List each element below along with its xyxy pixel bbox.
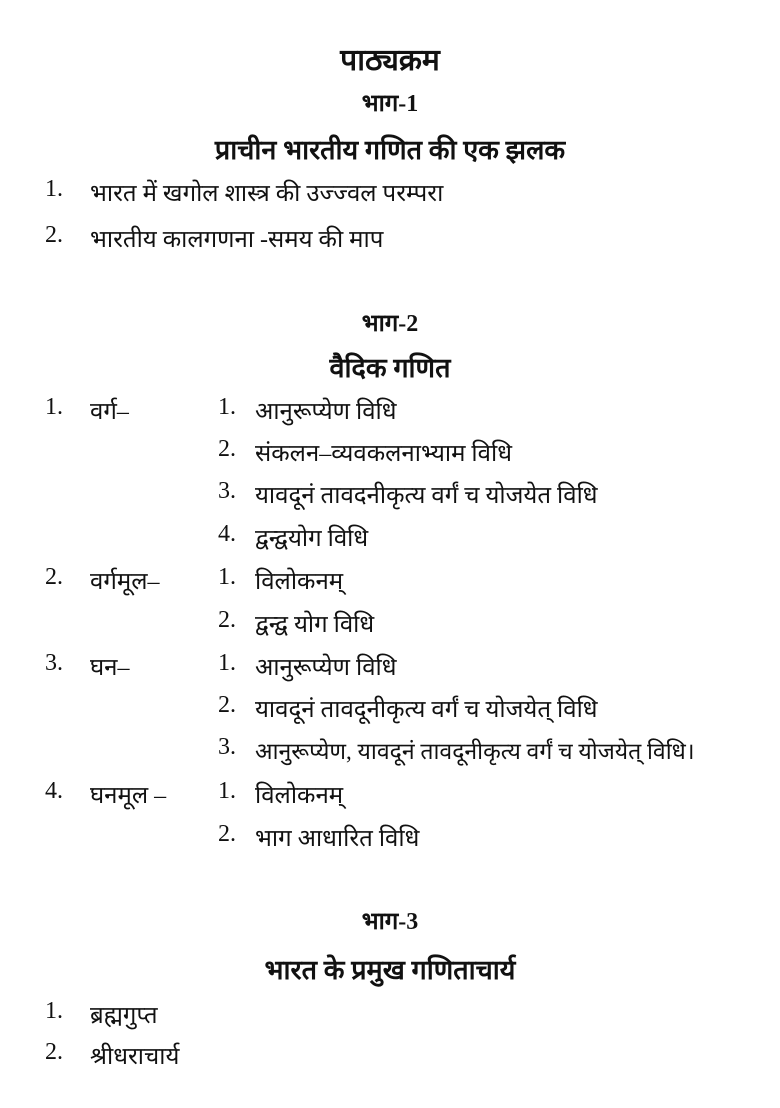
page-title: पाठ्यक्रम [340, 44, 440, 77]
item-number: 2. [45, 222, 63, 248]
sub-item: विलोकनम् [255, 569, 344, 595]
topic-number: 4. [45, 778, 63, 804]
list-item: भारत में खगोल शास्त्र की उज्ज्वल परम्परा [90, 181, 444, 207]
sub-number: 3. [218, 478, 236, 504]
part-label: भाग-1 [361, 91, 419, 117]
part-label: भाग-3 [361, 909, 419, 935]
list-item: ब्रह्मगुप्त [90, 1003, 158, 1029]
sub-item: यावदूनं तावदनीकृत्य वर्गं च योजयेत विधि [255, 483, 598, 509]
sub-number: 2. [218, 692, 236, 718]
part-heading: भारत के प्रमुख गणिताचार्य [264, 955, 516, 985]
list-item: श्रीधराचार्य [90, 1044, 180, 1070]
topic-label: वर्ग– [90, 399, 129, 425]
sub-number: 4. [218, 521, 236, 547]
sub-item: आनुरूप्येण, यावदूनं तावदूनीकृत्य वर्गं च योजयेत् विधि। [255, 739, 695, 764]
topic-label: घनमूल – [90, 783, 167, 809]
sub-number: 2. [218, 436, 236, 462]
sub-number: 1. [218, 650, 236, 676]
item-number: 1. [45, 176, 63, 202]
sub-item: आनुरूप्येण विधि [255, 399, 397, 425]
sub-number: 2. [218, 607, 236, 633]
sub-item: संकलन–व्यवकलनाभ्याम विधि [255, 441, 512, 467]
sub-number: 1. [218, 394, 236, 420]
list-item: भारतीय कालगणना -समय की माप [90, 227, 384, 253]
sub-item: द्वन्द्व योग विधि [255, 612, 375, 638]
topic-label: वर्गमूल– [90, 569, 160, 595]
sub-item: यावदूनं तावदूनीकृत्य वर्गं च योजयेत् विधि [255, 697, 598, 723]
sub-item: विलोकनम् [255, 783, 344, 809]
topic-label: घन– [90, 655, 130, 681]
item-number: 2. [45, 1039, 63, 1065]
part-heading: प्राचीन भारतीय गणित की एक झलक [214, 135, 566, 165]
sub-item: भाग आधारित विधि [255, 826, 420, 852]
topic-number: 2. [45, 564, 63, 590]
item-number: 1. [45, 998, 63, 1024]
topic-number: 3. [45, 650, 63, 676]
part-heading: वैदिक गणित [329, 353, 451, 383]
sub-item: आनुरूप्येण विधि [255, 655, 397, 681]
sub-number: 1. [218, 564, 236, 590]
sub-number: 2. [218, 821, 236, 847]
sub-number: 3. [218, 734, 236, 760]
sub-number: 1. [218, 778, 236, 804]
topic-number: 1. [45, 394, 63, 420]
sub-item: द्वन्द्वयोग विधि [255, 526, 369, 552]
part-label: भाग-2 [361, 311, 419, 337]
